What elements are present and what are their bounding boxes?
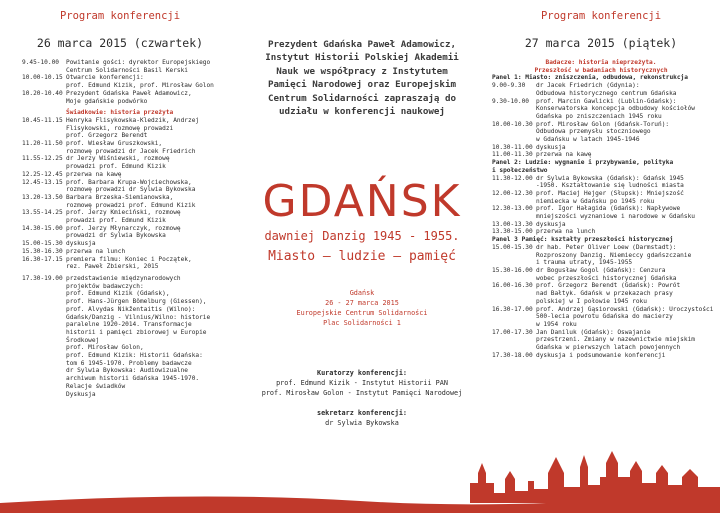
day2-item-line: prof. Grzegorz Berendt (Gdańsk): Powrót (536, 282, 681, 290)
day1-item-line: paralelne 1920-2014. Transformacje (66, 321, 192, 329)
day2-item-description (536, 121, 720, 144)
day2-item-time: 16.30-17.00 (492, 305, 533, 313)
gdansk-skyline-graphic (0, 443, 720, 513)
day1-item-description (66, 225, 240, 240)
day2-item-line: 500-lecia powrotu Gdańska do macierzy (536, 313, 673, 321)
day2-item-row (482, 190, 720, 205)
day1-item-line: historii i pamięci zbiorowej w Europie (66, 328, 207, 336)
day2-item-line: Gdańska po zniszczeniach 1945 roku (536, 112, 662, 120)
day1-item-line: Powitanie gości: dyrektor Europejskiego (66, 59, 211, 66)
day2-item-line: przerwa na kawę (536, 151, 592, 159)
day2-item-time: 12.00-12.30 (492, 189, 533, 197)
day2-item-line: Odbudowa przemysłu stoczniowego (536, 128, 651, 136)
day1-item-line: prof. Barbara Krupa-Wojciechowska, (66, 178, 192, 186)
day1-item-row (0, 275, 240, 398)
day1-item-time: 13.20-13.50 (22, 193, 63, 201)
day2-item-row (482, 221, 720, 229)
day2-item-row (482, 352, 720, 360)
day2-item-description (536, 144, 720, 152)
day2-item-time: 15.30-16.00 (492, 266, 533, 274)
day2-item-time: 13.00-13.30 (492, 220, 533, 228)
day2-item-line: dr hab. Peter Oliver Loew (Darmstadt): (536, 243, 677, 251)
day2-item-description (536, 267, 720, 282)
day1-item-line: Moje gdańskie podwórko (66, 97, 148, 105)
secretary-heading: sekretarz konferencji: (316, 409, 408, 418)
day2-item-description (536, 98, 720, 121)
day2-item-row (482, 98, 720, 121)
venue-line: Plac Solidarności 1 (323, 319, 401, 328)
invitation-line: Prezydent Gdańska Paweł Adamowicz, (267, 39, 457, 50)
invitation-line: Instytut Historii Polskiej Akademii (265, 52, 459, 64)
panel-1-title: Panel 1: Miasto: zniszczenia, odbudowa, rekonstrukcja (492, 74, 688, 82)
day2-item-time: 10.30-11.00 (492, 143, 533, 151)
day2-item-line: prof. Marcin Gawlicki (Lublin-Gdańsk): (536, 97, 677, 105)
day2-column (482, 0, 720, 359)
day1-item-line: prof. Edmund Kizik: Historii Gdańska: (66, 352, 203, 360)
day1-item-time: 17.30-19.00 (22, 274, 63, 282)
day1-item-description (66, 171, 240, 179)
day2-schedule (482, 59, 720, 359)
invitation-text (244, 38, 480, 118)
day1-item-line: Środkowej (66, 336, 100, 344)
day2-item-line: Jan Daniluk (Gdańsk): Oswajanie (536, 328, 651, 336)
day1-item-line: przerwa na lunch (66, 247, 126, 255)
day1-item-time: 11.55-12.25 (22, 155, 63, 163)
panel-3-block (482, 244, 720, 360)
day1-item-line: Henryka Flisykowska-Kledzik, Andrzej (66, 116, 200, 124)
day1-item-description (66, 240, 240, 248)
day1-item-line: projektów badawczych: (66, 282, 144, 290)
day1-item-time: 15.00-15.30 (22, 240, 63, 248)
day1-item-description (66, 248, 240, 256)
day2-item-description (536, 82, 720, 97)
conference-subtitle-2: Miasto – ludzie – pamięć (268, 249, 456, 265)
day1-item-description (66, 117, 240, 140)
day2-item-row (482, 267, 720, 282)
day2-item-line: dr Bogusław Gogol (Gdańsk): Cenzura (536, 266, 666, 274)
day1-item-row (0, 209, 240, 224)
day1-item-line: prof. Grzegorz Berendt (66, 132, 148, 140)
day1-item-line: premiera filmu: Koniec i Początek, (66, 255, 192, 263)
day1-item-description (66, 59, 240, 74)
panel-2-block (482, 175, 720, 237)
day2-item-description (536, 151, 720, 159)
day2-date: 27 marca 2015 (piątek) (524, 36, 678, 50)
day2-item-line: dr Jacek Friedrich (Gdynia): (536, 82, 640, 90)
cover-column (244, 0, 480, 428)
day2-item-line: -1950. Kształtowanie się ludności miasta (536, 182, 684, 190)
day2-item-time: 15.00-15.30 (492, 243, 533, 251)
day1-item-description (66, 194, 240, 209)
day1-block-projects (0, 275, 240, 398)
invitation-line: Nauk we współpracy z Instytutem (276, 65, 448, 77)
day1-block-opening (0, 59, 240, 105)
day2-item-line: Konserwatorska koncepcja odbudowy kościołów (536, 105, 695, 113)
day2-item-line: prof. Maciej Hejger (Słupsk): Mniejszość (536, 189, 684, 197)
day1-item-line: Otwarcie konferencji: (66, 74, 144, 82)
day2-item-row (482, 205, 720, 220)
day2-item-line: w 1954 roku (536, 320, 577, 328)
panel-1-block (482, 82, 720, 159)
day1-item-description (66, 155, 240, 170)
day2-item-line: Rozproszony Danzig. Niemieccy gdańszczanie (536, 251, 692, 259)
day2-item-description (536, 175, 720, 190)
day2-item-line: prof. Andrzej Gąsiorowski (Gdańsk): Uroczystości (536, 305, 714, 313)
day1-item-line: archiwum historii Gdańska 1945-1970. (66, 375, 200, 383)
day2-heading-2: Przeszłość w badaniach historycznych (534, 66, 668, 74)
day1-item-time: 15.30-16.30 (22, 247, 63, 255)
day1-item-description (66, 90, 240, 105)
day2-item-description (536, 329, 720, 352)
day2-item-line: nad Bałtyk. Gdańsk w przekazach prasy (536, 290, 673, 298)
day1-item-time: 10.20-10.40 (22, 89, 63, 97)
day2-item-row (482, 282, 720, 305)
day2-item-line: i trauma utraty, 1945-1955 (536, 259, 633, 267)
day2-item-line: Odbudowa historycznego centrum Gdańska (536, 89, 677, 97)
day1-item-line: rozmowę prowadzi dr Jacek Friedrich (66, 147, 196, 155)
day1-item-line: prof. Hans-Jürgen Bömelburg (Giessen), (66, 298, 207, 306)
day1-item-row (0, 171, 240, 179)
invitation-line: Pamięci Narodowej oraz Europejskim (267, 79, 457, 91)
day2-item-time: 17.30-18.00 (492, 351, 533, 359)
day2-item-row (482, 121, 720, 144)
panel-2-title-a: Panel 2: Ludzie: wygnanie i przybywanie, polityka (492, 159, 674, 167)
day1-item-line: Prezydent Gdańska Paweł Adamowicz, (66, 89, 192, 97)
day1-item-row (0, 140, 240, 155)
day1-item-line: Dyskusja (66, 390, 96, 398)
day2-item-line: dyskusja (536, 220, 566, 228)
day2-item-line: przestrzeni. Zmiany w nazewnictwie miejskim (536, 336, 695, 344)
day1-item-description (66, 179, 240, 194)
day1-item-row (0, 194, 240, 209)
day2-item-line: dyskusja i podsumowanie konferencji (536, 351, 666, 359)
day1-item-row (0, 225, 240, 240)
day2-item-time: 16.00-16.30 (492, 282, 533, 290)
day1-item-line: prof. Edmund Kizik, prof. Mirosław Golon (66, 82, 214, 90)
day2-item-description (536, 244, 720, 267)
curator-2: prof. Mirosław Golon - Instytut Pamięci Narodowej (261, 389, 463, 398)
venue-info (244, 288, 480, 328)
day1-item-row (0, 155, 240, 170)
day1-date: 26 marca 2015 (czwartek) (36, 36, 204, 50)
day1-item-line: prowadzi prof. Edmund Kizik (66, 163, 166, 171)
day1-schedule (0, 59, 240, 398)
day1-item-time: 14.30-15.00 (22, 224, 63, 232)
day1-item-description (66, 275, 240, 398)
curator-1: prof. Edmund Kizik - Instytut Historii PAN (276, 379, 448, 388)
secretary-name: dr Sylwia Bykowska (325, 419, 399, 428)
day2-item-line: mniejszości wyznaniowe i narodowe w Gdańsku (536, 213, 695, 221)
day1-item-description (66, 74, 240, 89)
day1-item-line: przedstawienie międzynarodowych (66, 274, 181, 282)
panel-2-title-b: i społeczeństwo (492, 166, 548, 174)
day2-item-time: 9.00-9.30 (492, 82, 526, 90)
day1-item-time: 12.25-12.45 (22, 170, 63, 178)
invitation-line: udziału w konferencji naukowej (279, 106, 445, 118)
day1-item-line: dr Sylwia Bykowska: Audiowizualne (66, 367, 189, 375)
day1-item-row (0, 59, 240, 74)
day1-item-time: 13.55-14.25 (22, 209, 63, 217)
day1-item-description (66, 209, 240, 224)
day1-item-row (0, 240, 240, 248)
panel-3-title: Panel 3 Pamięć: kształty przeszłości historycznej (492, 236, 674, 244)
day2-item-line: Gdańska w pierwszych latach powojennych (536, 344, 681, 352)
conference-title: GDAŃSK (262, 176, 462, 228)
day1-item-line: prowadzi dr Sylwia Bykowska (66, 232, 166, 240)
day1-item-row (0, 179, 240, 194)
day2-item-line: dyskusja (536, 143, 566, 151)
day2-item-time: 10.00-10.30 (492, 120, 533, 128)
conference-subtitle-1: dawniej Danzig 1945 - 1955. (264, 229, 460, 244)
day2-item-line: niemiecka w Gdańsku po 1945 roku (536, 197, 655, 205)
day1-item-line: Centrum Solidarności Basil Kerski (66, 66, 189, 74)
day1-item-row (0, 74, 240, 89)
day1-program-title: Program konferencji (59, 10, 181, 22)
day1-item-row (0, 256, 240, 271)
day2-item-time: 11.30-12.00 (492, 174, 533, 182)
day1-item-time: 16.30-17.15 (22, 255, 63, 263)
day2-item-row (482, 175, 720, 190)
day1-item-line: prof. Jerzy Kmieciński, rozmowę (66, 209, 181, 217)
day1-item-time: 10.45-11.15 (22, 116, 63, 124)
curators-heading: Kuratorzy konferencji: (316, 369, 408, 378)
invitation-line: Centrum Solidarności zapraszają do (267, 92, 457, 104)
day1-item-line: prof. Jerzy Młynarczyk, rozmowę (66, 224, 181, 232)
day1-item-row (0, 117, 240, 140)
day1-item-time: 10.00-10.15 (22, 74, 63, 82)
day2-item-line: prof. Mirosław Golon (Gdańsk-Toruń): (536, 120, 670, 128)
day2-item-row (482, 329, 720, 352)
day1-item-line: Flisykowski, rozmowę prowadzi (66, 124, 174, 132)
day1-item-time: 12.45-13.15 (22, 178, 63, 186)
day1-item-line: przerwa na kawę (66, 170, 122, 178)
day1-section-witnesses: Świadkowie: historia przeżyta (66, 109, 174, 117)
day1-item-row (0, 248, 240, 256)
day2-item-row (482, 244, 720, 267)
day2-item-description (536, 221, 720, 229)
day1-item-line: prof. Alvydas Nikžentaitis (Wilno): (66, 305, 196, 313)
day2-item-description (536, 282, 720, 305)
day1-item-line: Gdańsk/Danzig - Vilnius/Wilno: historie (66, 313, 211, 321)
day2-item-description (536, 352, 720, 360)
day1-item-line: dyskusja (66, 240, 96, 248)
day2-item-row (482, 306, 720, 329)
day2-item-line: wobec przeszłości historycznej Gdańska (536, 274, 677, 282)
day2-item-description (536, 306, 720, 329)
day2-item-time: 9.30-10.00 (492, 97, 529, 105)
day1-item-line: rez. Paweł Zbierski, 2015 (66, 263, 159, 271)
day2-item-row (482, 151, 720, 159)
day1-column (0, 0, 240, 398)
day1-item-line: tom 6 1945-1970. Problemy badawcze (66, 359, 192, 367)
day2-item-line: dr Sylwia Bykowska (Gdańsk): Gdańsk 1945 (536, 174, 684, 182)
day1-item-line: prowadzi prof. Edmund Kizik (66, 217, 166, 225)
day2-item-line: przerwa na lunch (536, 228, 596, 236)
day1-item-time: 9.45-10.00 (22, 59, 59, 66)
day1-block-witnesses (0, 117, 240, 271)
day1-item-row (0, 90, 240, 105)
day2-item-time: 13.30-15.00 (492, 228, 533, 236)
day1-item-line: prof. Mirosław Golon, (66, 344, 144, 352)
day2-item-row (482, 144, 720, 152)
day1-item-description (66, 140, 240, 155)
day1-item-line: prof. Wiesław Gruszkowski, (66, 140, 163, 148)
day2-heading-1: Badacze: historia nieprzeżyta. (545, 59, 657, 66)
day2-item-line: polskiej w I połowie 1945 roku (536, 297, 647, 305)
day2-item-line: prof. Igor Hałagida (Gdańsk): Napływowe (536, 205, 681, 213)
day2-item-time: 17.00-17.30 (492, 328, 533, 336)
day2-item-time: 11.00-11.30 (492, 151, 533, 159)
venue-line: 26 - 27 marca 2015 (325, 299, 399, 308)
day1-item-line: dr Jerzy Wiśniewski, rozmowę (66, 155, 170, 163)
day2-program-title: Program konferencji (540, 10, 662, 22)
venue-line: Europejskie Centrum Solidarności (296, 309, 428, 318)
day2-item-time: 12.30-13.00 (492, 205, 533, 213)
venue-line: Gdańsk (349, 289, 375, 298)
day2-item-description (536, 205, 720, 220)
day1-item-description (66, 256, 240, 271)
day1-item-time: 11.20-11.50 (22, 140, 63, 148)
day1-item-line: Barbara Brzeska-Siemianowska, (66, 193, 174, 201)
day1-item-line: rozmowę prowadzi prof. Edmund Kizik (66, 201, 196, 209)
day1-item-line: prof. Edmund Kizik (Gdańsk), (66, 290, 170, 298)
day1-item-line: Relacje świadków (66, 382, 126, 390)
day1-item-line: rozmowę prowadzi dr Sylwia Bykowska (66, 186, 196, 194)
day2-item-line: w Gdańsku w latach 1945-1946 (536, 136, 640, 144)
curators-block (244, 368, 480, 428)
day2-item-description (536, 190, 720, 205)
day2-item-row (482, 82, 720, 97)
